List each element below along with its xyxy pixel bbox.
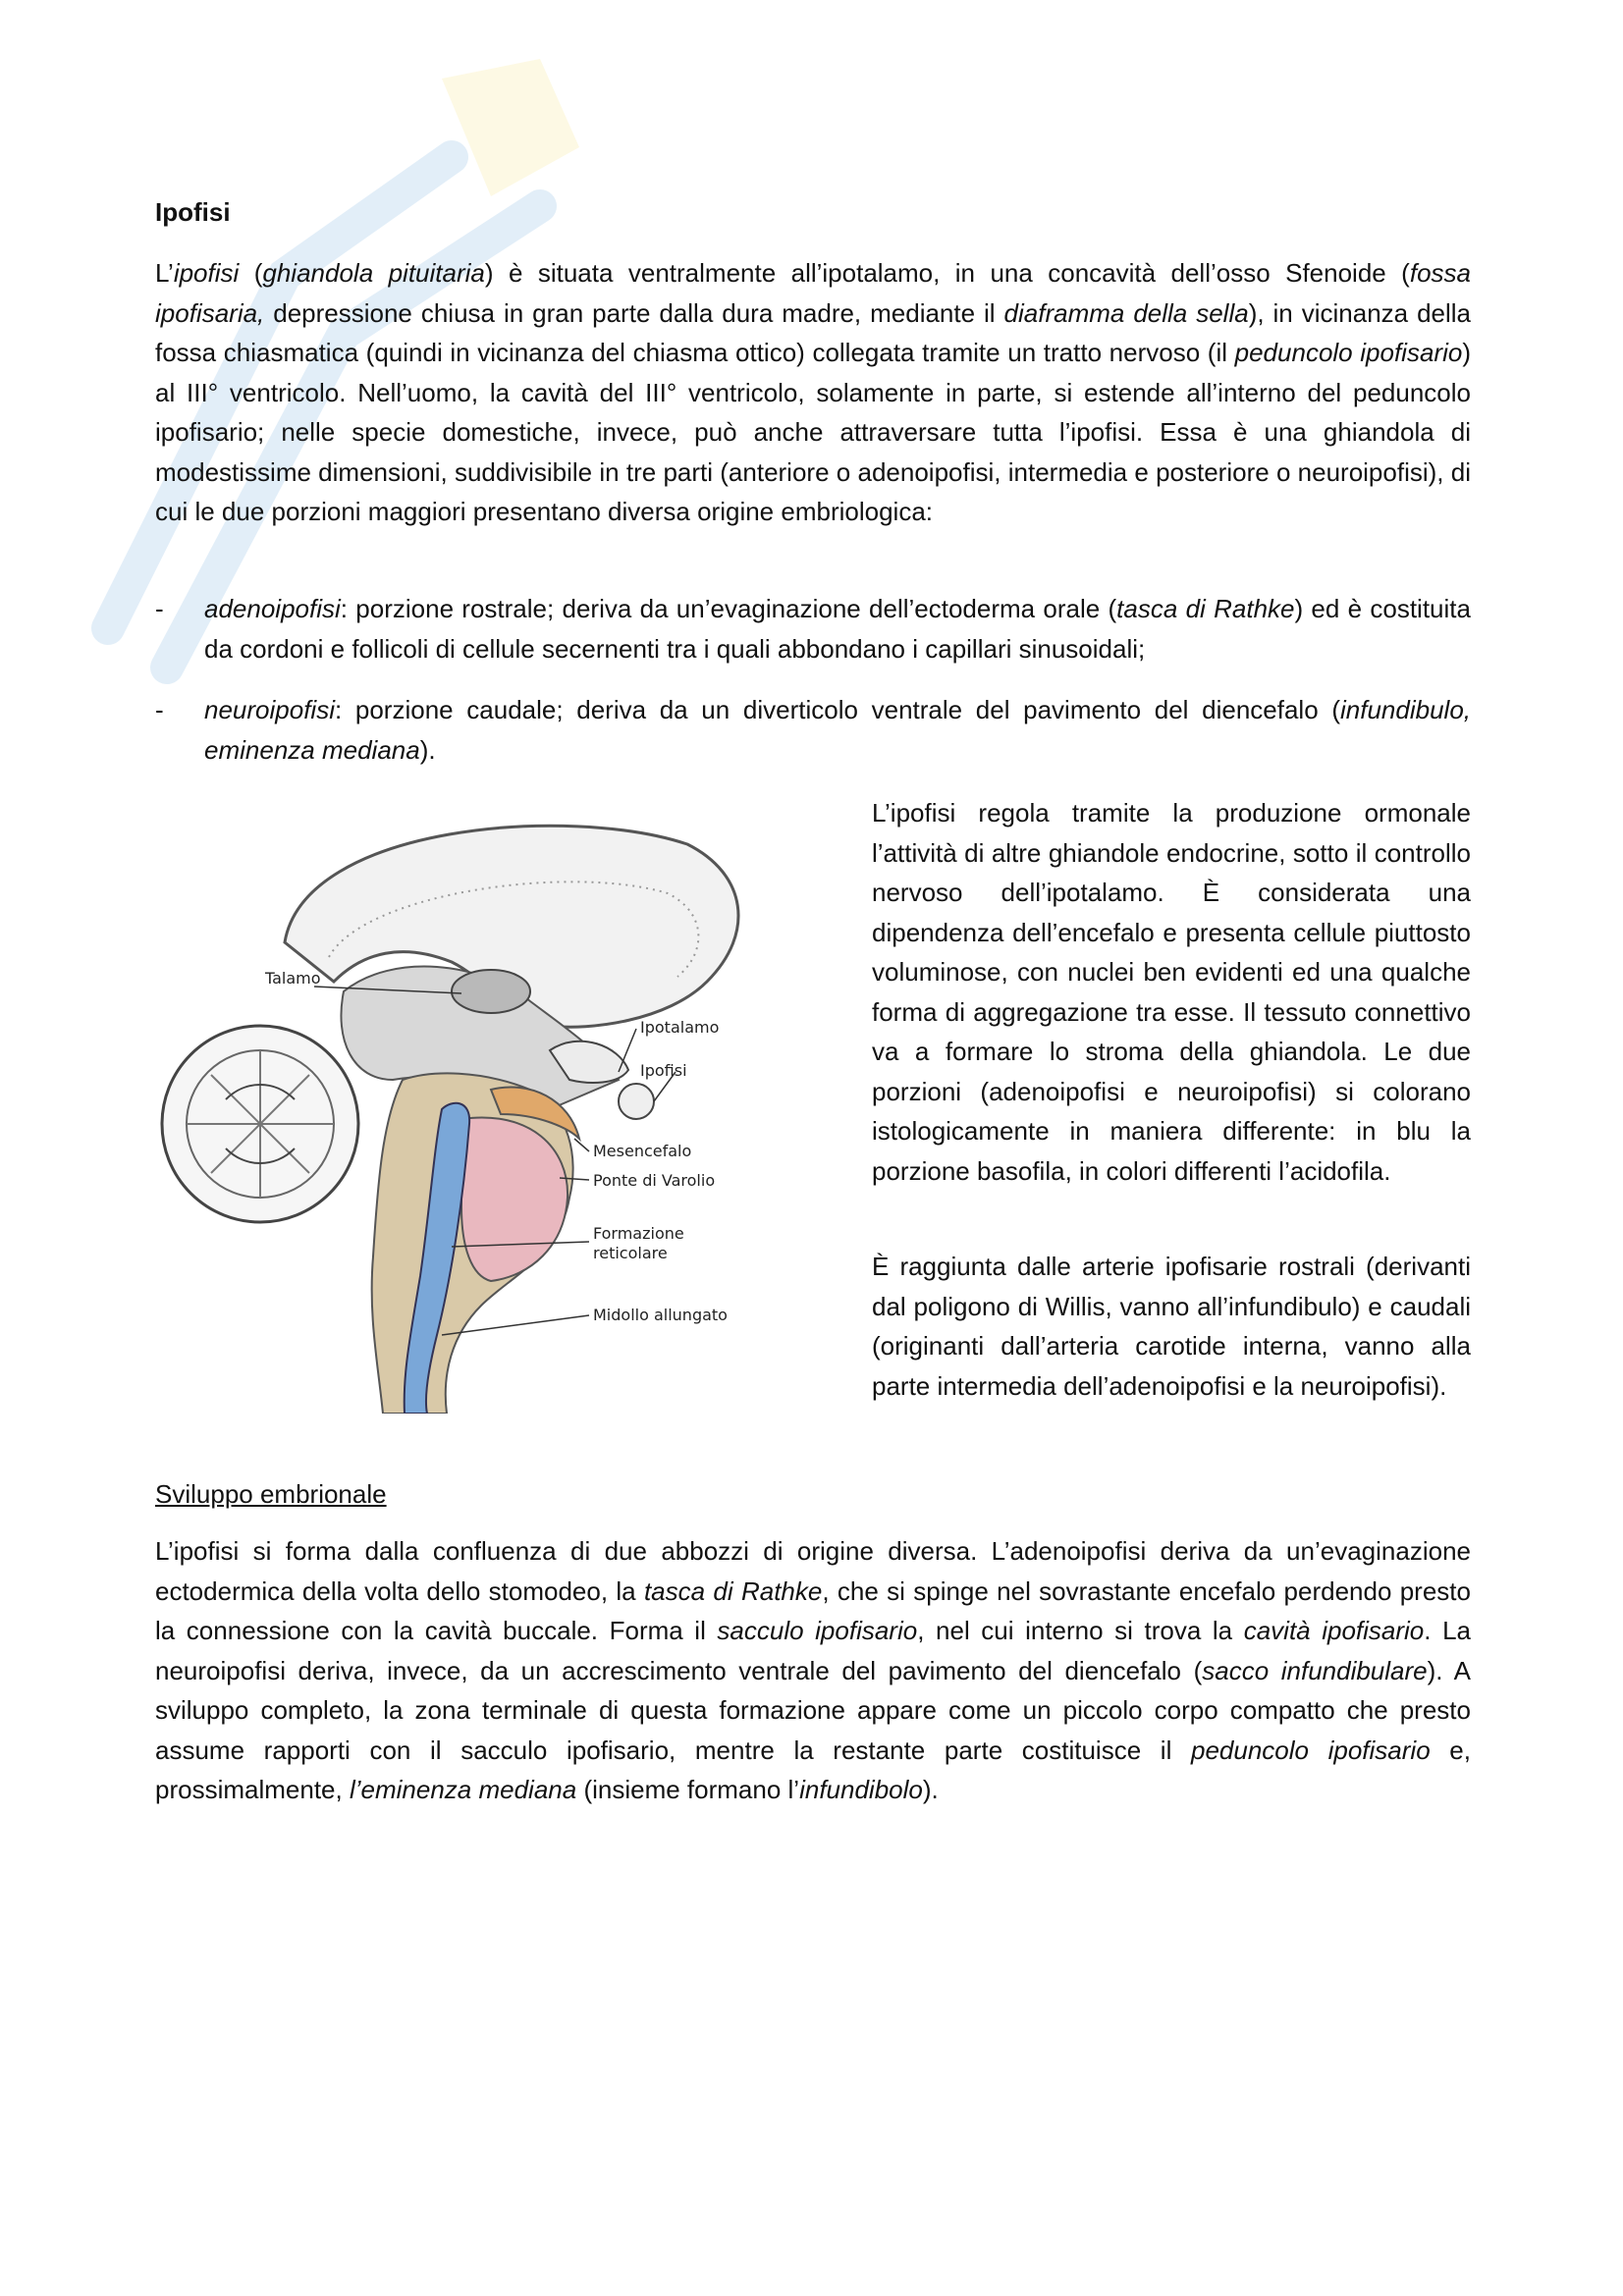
label-ponte: Ponte di Varolio — [593, 1171, 716, 1190]
list-item: - neuroipofisi: porzione caudale; deriva da un diverticolo ventrale del pavimento del diencefalo (infundibulo, eminenza mediana). — [155, 690, 1471, 770]
intro-paragraph: L’ipofisi (ghiandola pituitaria) è situata ventralmente all’ipotalamo, in una concavità dell’osso Sfenoide (fossa ipofisaria, depressione chiusa in gran parte dalla dura madre, mediante il diaframma della sella), in vicinanza della fossa chiasmatica (quindi in vicinanza del chiasma ottico) collegata tramite un tratto nervoso (il peduncolo ipofisario) al III° ventricolo. Nell’uomo, la cavità del III° ventricolo, solamente in parte, si estende all’interno del peduncolo ipofisario; nelle specie domestiche, invece, può anche attraversare tutta l’ipofisi. Essa è una ghiandola di modestissime dimensioni, suddivisibile in tre parti (anteriore o adenoipofisi, intermedia e posteriore o neuroipofisi), di cui le due porzioni maggiori presentano diversa origine embriologica: — [155, 258, 1471, 526]
side-paragraph-1: L’ipofisi regola tramite la produzione ormonale l’attività di altre ghiandole endocrine, sotto il controllo nervoso dell’ipotalamo. È considerata una dipendenza dell’encefalo e presenta cellule piuttosto voluminose, con nuclei ben evidenti ed una qualche forma di aggregazione tra esse. Il tessuto connettivo va a formare lo stroma della ghiandola. Le due porzioni (adenoipofisi e neuroipofisi) si colorano istologicamente in maniera differente: in blu la porzione basofila, in colori differenti l’acidofila. — [872, 798, 1471, 1186]
page-title: Ipofisi — [155, 197, 231, 227]
label-reticolare: reticolare — [593, 1244, 668, 1262]
list-item: - adenoipofisi: porzione rostrale; deriva da un’evaginazione dell’ectoderma orale (tasca di Rathke) ed è costituita da cordoni e follicoli di cellule secernenti tra i quali abbondano i capillari sinusoidali; — [155, 589, 1471, 668]
pituitary-shape — [619, 1084, 654, 1119]
label-talamo: Talamo — [265, 969, 321, 988]
brain-sagittal-figure — [157, 785, 785, 1414]
thalamus-shape — [452, 970, 530, 1013]
section-heading: Sviluppo embrionale — [155, 1479, 387, 1509]
label-ipofisi: Ipofisi — [640, 1061, 687, 1080]
label-ipotalamo: Ipotalamo — [640, 1018, 720, 1037]
label-formazione: Formazione — [593, 1224, 684, 1243]
side-paragraph-2: È raggiunta dalle arterie ipofisarie rostrali (derivanti dal poligono di Willis, vanno all’infundibulo) e caudali (originanti dall’arteria carotide interna, vanno alla parte intermedia dell’adenoipofisi e la neuroipofisi). — [872, 1252, 1471, 1401]
label-mesencefalo: Mesencefalo — [593, 1142, 692, 1160]
bullet-dash: - — [155, 695, 164, 724]
label-midollo: Midollo allungato — [593, 1306, 728, 1324]
bullet-dash: - — [155, 594, 164, 623]
development-paragraph: L’ipofisi si forma dalla confluenza di due abbozzi di origine diversa. L’adenoipofisi deriva da un’evaginazione ectodermica della volta dello stomodeo, la tasca di Rathke, che si spinge nel sovrastante encefalo perdendo presto la connessione con la cavità buccale. Forma il sacculo ipofisario, nel cui interno si trova la cavità ipofisario. La neuroipofisi deriva, invece, da un accrescimento ventrale del pavimento del diencefalo (sacco infundibulare). A sviluppo completo, la zona terminale di questa formazione appare come un piccolo corpo compatto che presto assume rapporti con il sacculo ipofisario, mentre la restante parte costituisce il peduncolo ipofisario e, prossimalmente, l’eminenza mediana (insieme formano l’infundibolo). — [155, 1536, 1471, 1804]
